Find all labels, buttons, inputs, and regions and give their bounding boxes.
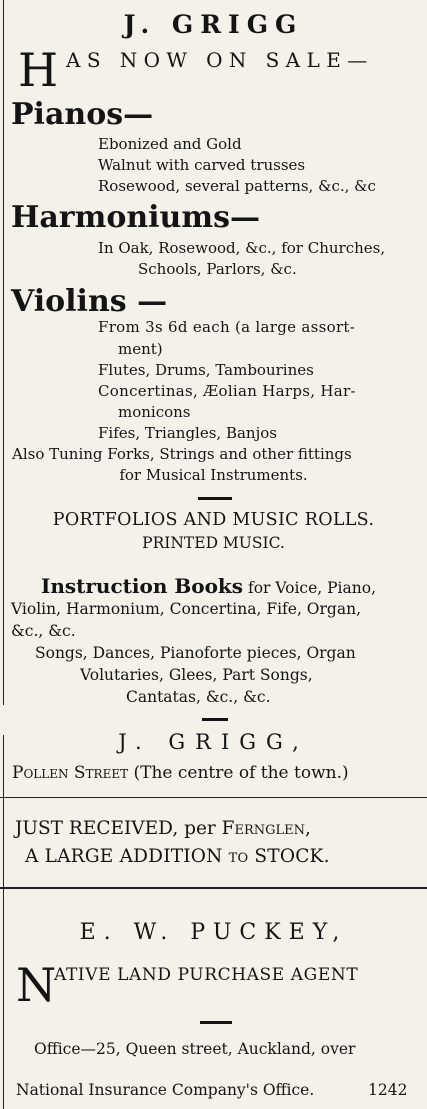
violins-item: ment) [118,340,163,358]
fittings-line: for Musical Instruments. [119,466,308,484]
instruction-line [41,576,376,597]
portfolios-heading: PORTFOLIOS AND MUSIC ROLLS. [52,510,375,530]
violins-item: Fifes, Triangles, Banjos [98,424,277,442]
fittings-line: Also Tuning Forks, Strings and other fittings [12,445,352,463]
reference-number: 1242 [368,1081,408,1099]
pianos-item: Ebonized and Gold [98,135,242,153]
street-name: Pollen Street [12,763,129,783]
sale-heading: AS NOW ON SALE— [66,48,374,72]
section-dash [202,718,228,721]
section-divider [0,797,427,798]
instruction-line: Violin, Harmonium, Concertina, Fife, Organ, [11,600,361,618]
addition-text: A LARGE ADDITION [25,846,229,867]
instruction-text: for Voice, Piano, [243,579,376,597]
received-line [15,820,311,839]
addition-to: to [228,846,249,867]
section-dash [200,1021,232,1024]
songs-line: Volutaries, Glees, Part Songs, [80,666,313,684]
received-line [25,848,330,867]
violins-item: From 3s 6d each (a large assort- [98,318,356,336]
harmoniums-heading: Harmoniums— [11,200,260,235]
instruction-books-label: Instruction Books [41,574,244,598]
instruction-line: &c., &c. [11,622,76,640]
advert-separator [0,887,427,889]
harmoniums-item: Schools, Parlors, &c. [138,260,297,278]
drop-cap-n: N [16,958,57,1012]
advert-header-name: J. GRIGG [123,10,304,39]
printed-music-heading: PRINTED MUSIC. [142,534,285,552]
agent-title: ATIVE LAND PURCHASE AGENT [54,965,359,985]
violins-item: Concertinas, Æolian Harps, Har- [98,382,356,400]
office-line: National Insurance Company's Office. [16,1081,315,1099]
drop-cap-h: H [18,43,59,97]
received-text: JUST RECEIVED, per [15,818,222,839]
ship-name: Fernglen, [221,818,311,839]
violins-item: monicons [118,403,191,421]
pianos-item: Walnut with carved trusses [98,156,306,174]
address-note: (The centre of the town.) [128,763,349,783]
songs-line: Songs, Dances, Pianoforte pieces, Organ [35,644,356,662]
signature-name: J. GRIGG, [118,730,309,754]
pianos-heading: Pianos— [11,97,154,132]
violins-item: Flutes, Drums, Tambourines [98,361,314,379]
addition-stock: STOCK. [248,846,330,867]
section-dash [198,497,232,500]
songs-line: Cantatas, &c., &c. [126,688,271,706]
violins-heading: Violins — [11,284,168,319]
agent-name: E. W. PUCKEY, [79,920,348,945]
harmoniums-item: In Oak, Rosewood, &c., for Churches, [98,239,386,257]
pianos-item: Rosewood, several patterns, &c., &c [98,177,376,195]
office-line: Office—25, Queen street, Auckland, over [34,1040,356,1058]
address-line [12,765,349,782]
column-rule [3,0,4,705]
